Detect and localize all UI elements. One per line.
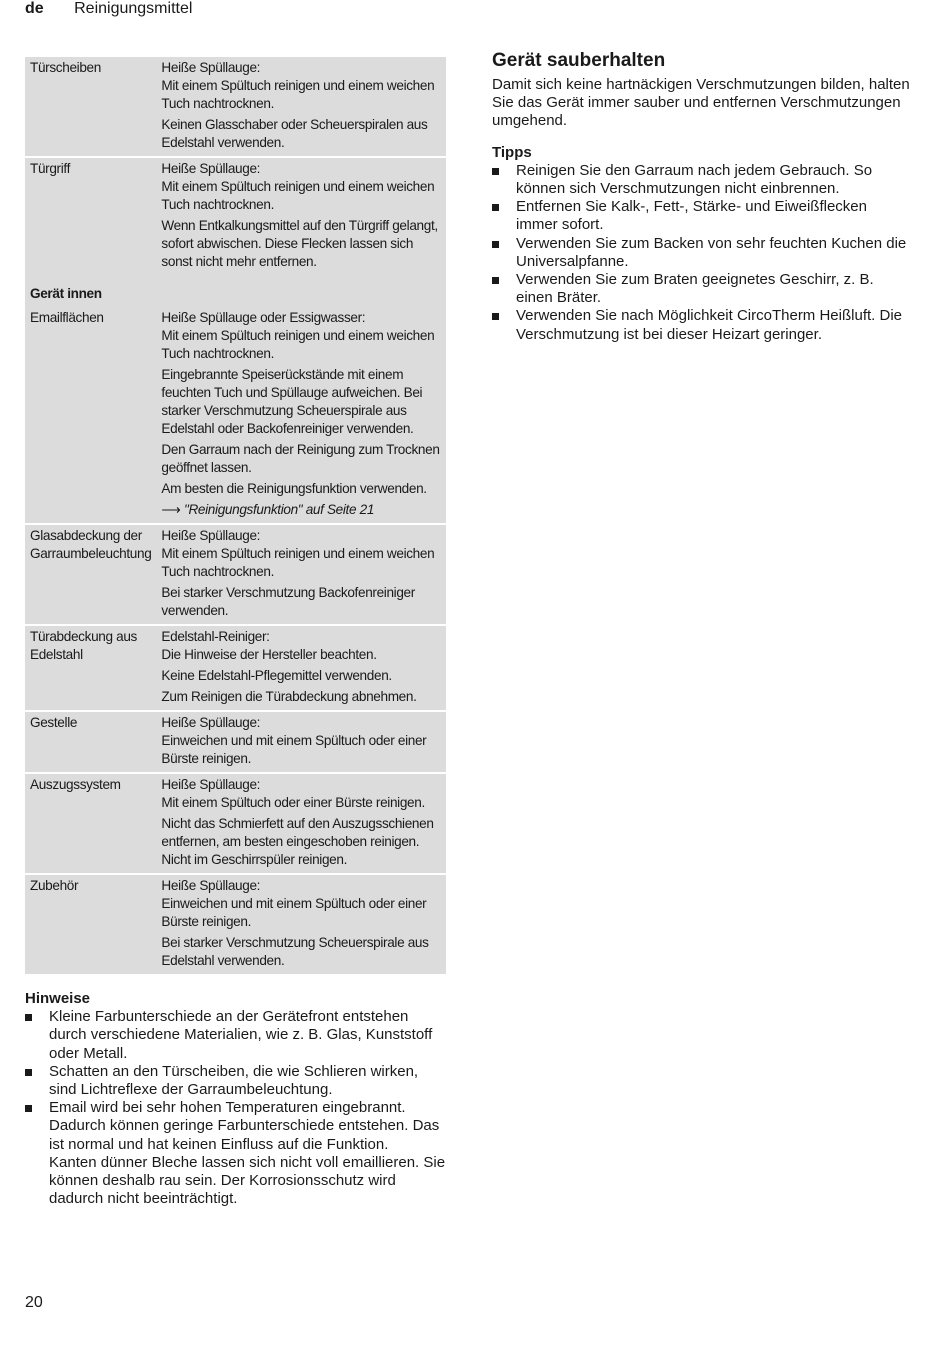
cleaning-instructions — [156, 625, 446, 711]
instruction-paragraph: Wenn Entkalkungsmittel auf den Türgriff gelangt, sofort abwischen. Diese Flecken lassen sich sonst nicht mehr entfernen. — [161, 218, 438, 269]
table-row — [25, 157, 446, 275]
surface-name: Türscheiben — [25, 57, 156, 157]
instruction-paragraph: Heiße Spüllauge: Einweichen und mit einem Spültuch oder einer Bürste reinigen. — [161, 715, 427, 766]
square-bullet-icon — [492, 204, 499, 211]
instruction-paragraph: Heiße Spüllauge: Mit einem Spültuch oder einer Bürste reinigen. — [161, 777, 425, 810]
instruction-paragraph: Heiße Spüllauge: Mit einem Spültuch reinigen und einem weichen Tuch nachtrocknen. — [161, 161, 435, 212]
instruction-paragraph: Heiße Spüllauge: Einweichen und mit einem Spültuch oder einer Bürste reinigen. — [161, 878, 427, 929]
list-item-text: Kleine Farbunterschiede an der Gerätefront entstehen durch verschiedene Materialien, wie z. B. Glas, Kunststoff oder Metall. — [49, 1008, 433, 1062]
notes-title: Hinweise — [25, 990, 91, 1007]
page-reference-link[interactable]: "Reinigungsfunktion" auf Seite 21 — [183, 502, 375, 517]
tips-list — [492, 162, 912, 344]
cleaning-table-container — [25, 57, 446, 974]
surface-name: Gestelle — [25, 711, 156, 773]
instruction-paragraph: Keine Edelstahl-Pflegemittel verwenden. — [161, 668, 392, 683]
section-heading: Gerät sauberhalten — [492, 50, 666, 71]
cross-reference — [161, 501, 442, 519]
intro-paragraph: Damit sich keine hartnäckigen Verschmutzungen bilden, halten Sie das Gerät immer sauber und entfernen Verschmutzungen umgehend. — [492, 76, 910, 130]
cleaning-table — [25, 57, 446, 974]
instruction-paragraph: Edelstahl-Reiniger: Die Hinweise der Hersteller beachten. — [161, 629, 377, 662]
surface-name: Türgriff — [30, 161, 71, 176]
table-row — [25, 711, 446, 773]
page-header — [25, 0, 192, 20]
note-item — [25, 1063, 446, 1099]
cleaning-instructions — [156, 524, 446, 625]
page-number: 20 — [25, 1294, 43, 1311]
surface-name: Türabdeckung aus Edelstahl — [25, 625, 156, 711]
instruction-paragraph: Keinen Glasschaber oder Scheuerspiralen aus Edelstahl verwenden. — [161, 117, 428, 150]
notes-block — [25, 990, 446, 1208]
list-item-text: Schatten an den Türscheiben, die wie Schlieren wirken, sind Lichtreflexe der Garraumbeleuchtung. — [49, 1062, 419, 1099]
note-item — [25, 1008, 446, 1063]
section-row — [25, 275, 446, 307]
list-item-text: Verwenden Sie zum Braten geeignetes Geschirr, z. B. einen Bräter. — [516, 271, 874, 307]
instruction-paragraph: Am besten die Reinigungsfunktion verwenden. — [161, 481, 427, 496]
surface-name: Glasabdeckung der Garraumbeleuchtung — [25, 524, 156, 625]
surface-name: Emailflächen — [25, 307, 156, 524]
tip-item — [492, 235, 912, 271]
instruction-paragraph: Bei starker Verschmutzung Backofenreiniger verwenden. — [161, 585, 415, 618]
instruction-paragraph: Heiße Spüllauge: Mit einem Spültuch reinigen und einem weichen Tuch nachtrocknen. — [161, 60, 435, 111]
table-row — [25, 307, 446, 524]
tips-title: Tipps — [492, 143, 532, 161]
instruction-paragraph: Zum Reinigen die Türabdeckung abnehmen. — [161, 689, 417, 704]
cleaning-instructions — [156, 773, 446, 874]
list-item-text: Entfernen Sie Kalk-, Fett-, Stärke- und Eiweißflecken immer sofort. — [516, 198, 867, 234]
list-item-text: Verwenden Sie nach Möglichkeit CircoTherm Heißluft. Die Verschmutzung ist bei dieser Heizart geringer. — [516, 307, 902, 343]
square-bullet-icon — [25, 1014, 32, 1021]
list-item-text: Email wird bei sehr hohen Temperaturen eingebrannt. Dadurch können geringe Farbunterschiede entstehen. Das ist normal und hat keinen Einfluss auf die Funktion. Kanten dünner Bleche lassen sich nicht voll emaillieren. Sie können deshalb rau sein. Der Korrosionsschutz wird dadurch nicht beeinträchtigt. — [49, 1099, 446, 1208]
table-row — [25, 524, 446, 625]
tip-item — [492, 307, 912, 343]
square-bullet-icon — [492, 241, 499, 248]
list-item-text: Verwenden Sie zum Backen von sehr feuchten Kuchen die Universalpfanne. — [516, 234, 907, 270]
language-code: de — [25, 0, 44, 17]
section-title: Gerät innen — [30, 286, 102, 301]
square-bullet-icon — [25, 1105, 32, 1112]
cleaning-instructions — [156, 711, 446, 773]
cleaning-instructions — [156, 307, 446, 524]
tip-item — [492, 162, 912, 198]
header-title: Reinigungsmittel — [74, 0, 193, 17]
square-bullet-icon — [492, 313, 499, 320]
arrow-right-icon: ⟶ — [161, 502, 181, 517]
instruction-paragraph: Heiße Spüllauge oder Essigwasser: Mit einem Spültuch reinigen und einem weichen Tuch nachtrocknen. — [161, 310, 435, 361]
list-item-text: Reinigen Sie den Garraum nach jedem Gebrauch. So können sich Verschmutzungen nicht einbrennen. — [516, 161, 873, 198]
surface-name: Auszugssystem — [25, 773, 156, 874]
instruction-paragraph: Heiße Spüllauge: Mit einem Spültuch reinigen und einem weichen Tuch nachtrocknen. — [161, 528, 435, 579]
square-bullet-icon — [25, 1069, 32, 1076]
table-row — [25, 625, 446, 711]
cleaning-instructions — [156, 157, 446, 275]
keep-clean-section — [492, 50, 912, 344]
instruction-paragraph: Bei starker Verschmutzung Scheuerspirale aus Edelstahl verwenden. — [161, 935, 429, 968]
cleaning-instructions — [156, 57, 446, 157]
notes-list — [25, 1008, 446, 1208]
instruction-paragraph: Den Garraum nach der Reinigung zum Trocknen geöffnet lassen. — [161, 442, 440, 475]
table-row — [25, 57, 446, 157]
note-item — [25, 1099, 446, 1208]
table-row — [25, 874, 446, 974]
square-bullet-icon — [492, 277, 499, 284]
tip-item — [492, 271, 912, 307]
surface-name: Zubehör — [30, 878, 79, 893]
instruction-paragraph: Nicht das Schmierfett auf den Auszugsschienen entfernen, am besten eingeschoben reinigen. Nicht im Geschirrspüler reinigen. — [161, 816, 434, 867]
instruction-paragraph: Eingebrannte Speiserückstände mit einem feuchten Tuch und Spüllauge aufweichen. Bei starker Verschmutzung Scheuerspirale aus Edelstahl oder Backofenreiniger verwenden. — [161, 367, 423, 436]
tip-item — [492, 198, 912, 234]
square-bullet-icon — [492, 168, 499, 175]
table-row — [25, 773, 446, 874]
cleaning-instructions — [156, 874, 446, 974]
